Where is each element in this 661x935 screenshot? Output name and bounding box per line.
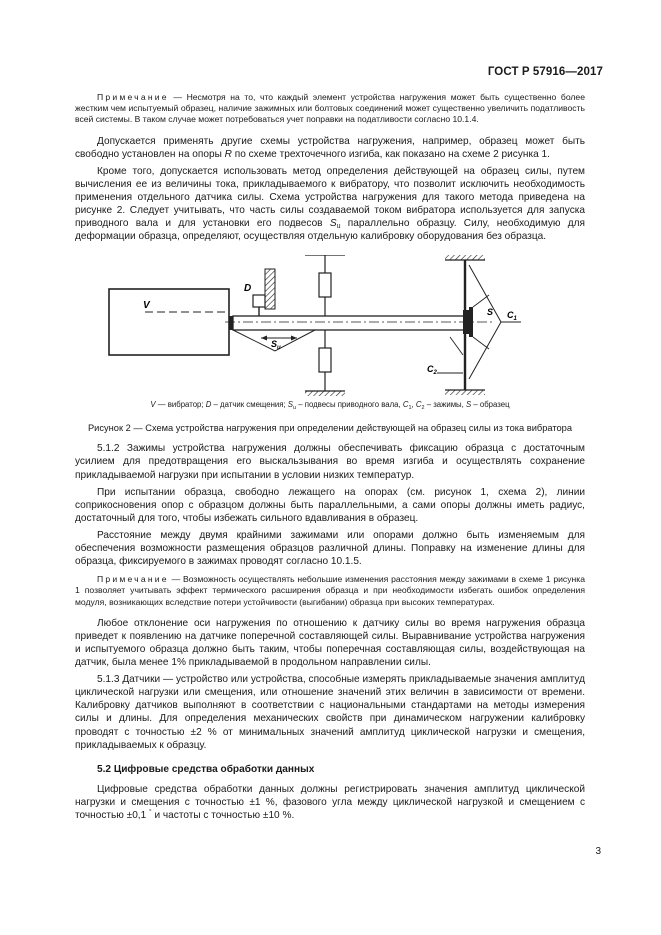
section-heading-5-2: 5.2 Цифровые средства обработки данных xyxy=(97,763,315,775)
displacement-sensor xyxy=(253,295,265,307)
paragraph-supports: При испытании образца, свободно лежащего на опорах (см. рисунок 1, схема 2), линии соприкосновения опор с образцом должны быть параллельными, а сами опоры должны иметь радиус, достаточный для того, чтобы избежать сильного вдавливания в образец. xyxy=(75,486,585,524)
paragraph-digital-tools xyxy=(75,783,585,822)
note-label: Примечание xyxy=(97,92,169,102)
label-d: D xyxy=(244,283,252,295)
paragraph-5-1-2: 5.1.2 Зажимы устройства нагружения должны обеспечивать фиксацию образца с достаточным усилием для предотвращения его выскальзывания во время изгиба и осуществлять сохранение прикладываемой нагрузки при испытании в условии низких температур. xyxy=(75,443,585,481)
t: C xyxy=(415,400,422,410)
label-s: S xyxy=(487,307,494,318)
symbol-r: R xyxy=(224,148,232,160)
lower-suspension xyxy=(319,348,331,372)
text: и частоты с точностью ±10 %. xyxy=(151,809,295,821)
label-c2: $C_2$ xyxy=(427,364,437,377)
t: – датчик смещения; xyxy=(211,400,288,410)
upper-suspension xyxy=(319,273,331,297)
symbol-s: S xyxy=(329,218,337,230)
label-v: V xyxy=(143,300,150,312)
t: S xyxy=(466,400,472,410)
loading-device-schematic xyxy=(75,255,585,400)
t: – образец xyxy=(471,400,510,410)
text: Цифровые средства обработки данных должны регистрировать значения амплитуд циклической нагрузки и смещения с точностью ±1 %, фазового угла между циклической нагрузкой и смещением с точностью ±0,1 xyxy=(75,783,585,821)
paragraph-deviation: Любое отклонение оси нагружения по отношению к датчику силы во время нагружения образца приведет к появлению на датчике поперечной составляющей силы. Выравнивание устройства нагружения и испытуемого образца должно быть таким, чтобы поперечная составляющая силы, воздействующая на датчик, была менее 1% прикладываемой в продольном направлении силы. xyxy=(75,617,585,669)
paragraph-alternative-schemes xyxy=(75,135,585,161)
t: u xyxy=(293,405,297,412)
specimen-clamp xyxy=(463,310,469,334)
t: V xyxy=(150,400,156,410)
t: , xyxy=(411,400,416,410)
note-text: — Несмотря на то, что каждый элемент устройства нагружения может быть существенно более жестким чем испытуемый образец, наличие зажимных или болтовых соединений может существенно увеличить податливость всей системы. В таком случае может потребоваться учет поправки на податливости согласно 10.1.4. xyxy=(75,92,585,125)
page-content xyxy=(75,92,585,826)
figure-2-diagram xyxy=(75,255,585,400)
text: по схеме трехточечного изгиба, как показано на схеме 2 рисунка 1. xyxy=(231,148,550,160)
vibrator-box xyxy=(109,289,229,355)
text: Допускается применять другие схемы устройства нагружения, например, образец может быть свободно установлен на опоры xyxy=(75,135,585,160)
t: — вибратор; xyxy=(155,400,206,410)
paragraph-distance: Расстояние между двумя крайними зажимами или опорами должно быть изменяемым для обеспечения возможности размещения образцов различной длины. Поправку на изменение длины для образца, фиксируемого в зажимах проводят согласно 10.1.5. xyxy=(75,529,585,568)
figure-caption: Рисунок 2 — Схема устройства нагружения при определении действующей на образец силы из тока вибратора xyxy=(87,423,573,434)
t: 1 xyxy=(408,405,412,412)
note-2 xyxy=(75,574,585,608)
label-c1: $C_1$ xyxy=(507,310,517,323)
paragraph-current-method xyxy=(75,165,585,244)
sensor-wall xyxy=(265,269,275,309)
standard-header: ГОСТ Р 57916—2017 xyxy=(487,66,603,78)
t: S xyxy=(287,400,293,410)
t: – зажимы, xyxy=(424,400,466,410)
note-text: — Возможность осуществлять небольшие изменения расстояния между зажимами в схеме 1 рисунка 1 позволяет учитывать эффект термического расширения образца и при необходимости избегать ошибок определения модуля, возникающих вследствие потери устойчивости (выгибании) образца при высоких температурах. xyxy=(75,574,585,607)
note-label: Примечание xyxy=(97,574,169,585)
degree-sign: ° xyxy=(149,808,152,816)
t: C xyxy=(402,400,409,410)
note-1 xyxy=(75,92,585,126)
t: 2 xyxy=(421,405,425,412)
symbol-s-sub: u xyxy=(336,223,341,231)
label-su: $S_u$ xyxy=(271,339,281,352)
text: Кроме того, допускается использовать метод определения действующей на образец силы, путем вычисления ее из величины тока, прикладываемого к вибратору, что позволит исключить необходимость применения отдельного датчика силы. Схема устройства нагружения для такого метода приведена на рисунке 2. Следует учитывать, что часть силы создаваемой током вибратора используется для запуска приводного вала и для установки его подвесов xyxy=(75,165,585,230)
t: D xyxy=(205,400,212,410)
text: параллельно образцу. Силу, необходимую для деформации образца, определяют, осуществляя отдельную калибровку оборудования без образца. xyxy=(75,218,586,243)
figure-legend xyxy=(75,400,585,410)
page-number: 3 xyxy=(595,846,601,857)
paragraph-5-1-3: 5.1.3 Датчики — устройство или устройства, способные измерять прикладываемые значения амплитуд циклической нагрузки или смещения, или отношение значений этих величин в зависимости от времени. Калибровку датчиков выполняют в соответствии с национальными стандартами на методы измерения силы и длины. Для определения механических свойств при динамическом нагружении калибровку проводят с точностью ±2 % от минимальных значений амплитуд циклической нагрузки и смещения, прикладываемых к образцу. xyxy=(75,674,585,751)
drive-shaft xyxy=(233,316,465,330)
t: – подвесы приводного вала, xyxy=(296,400,403,410)
